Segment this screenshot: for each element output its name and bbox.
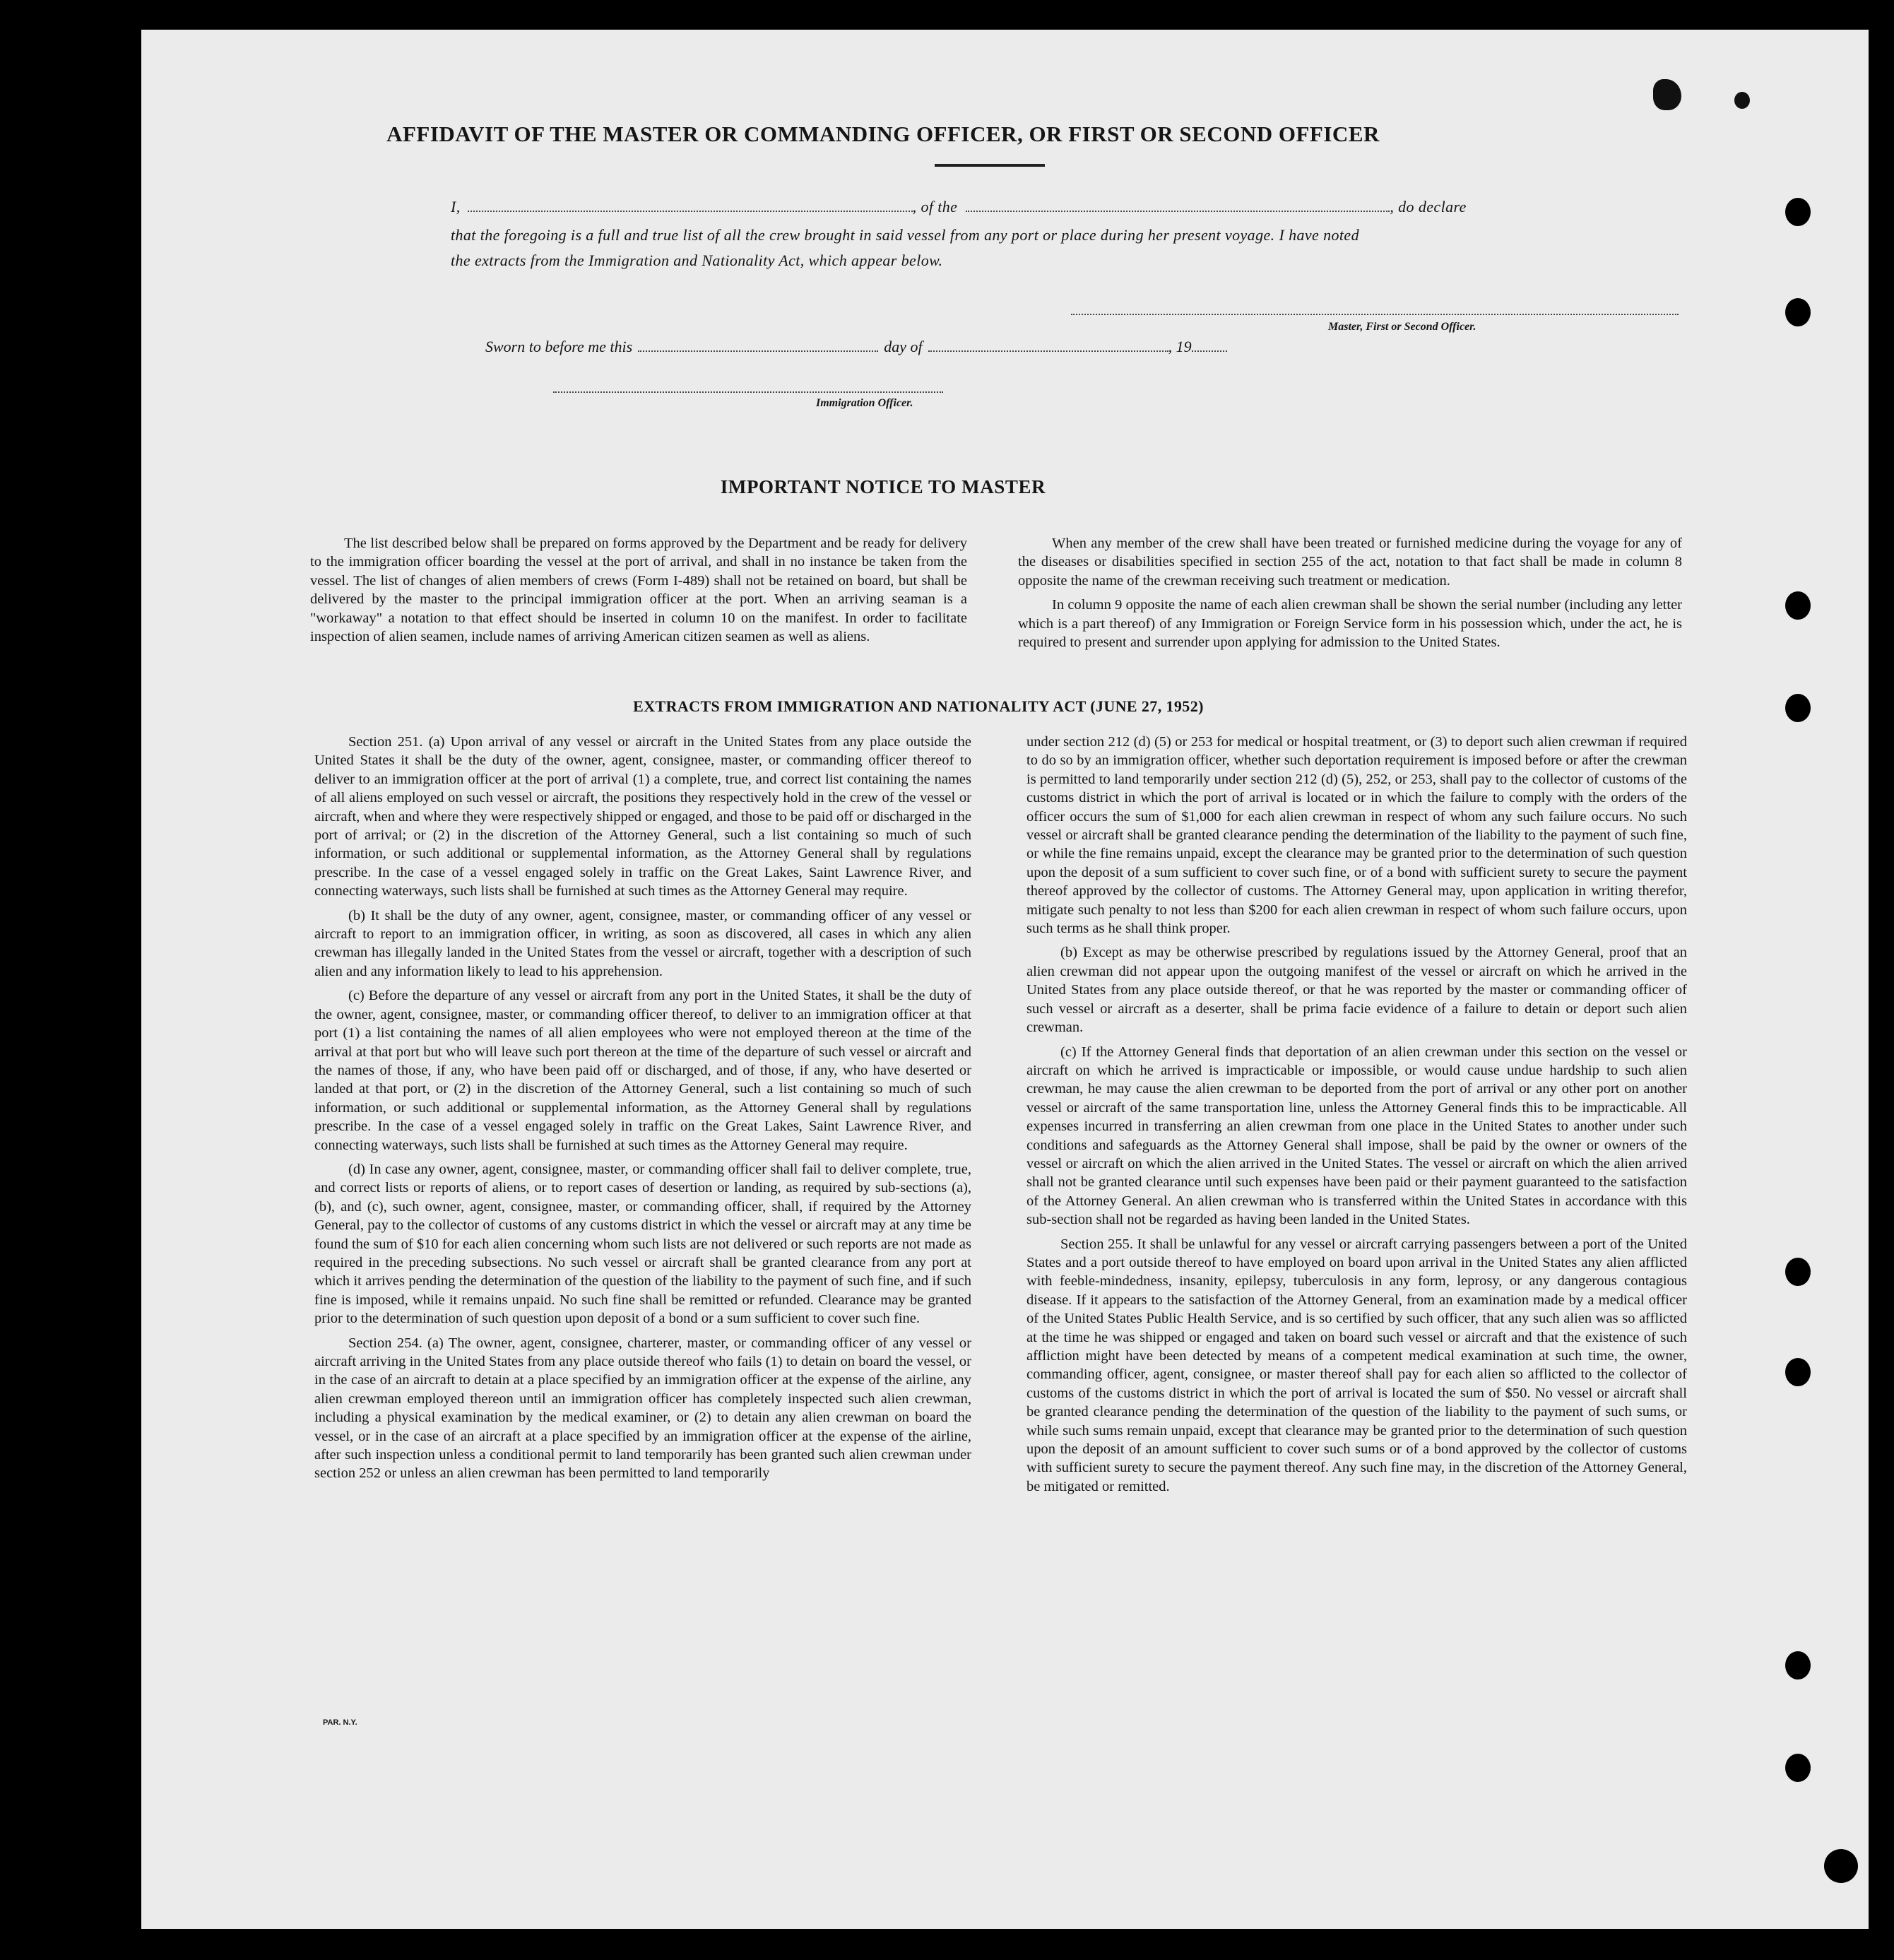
notice-paragraph: When any member of the crew shall have been treated or furnished medicine during the voyage for any of the diseases or disabilities specified in section 255 of the act, notation to that fact shall be made in column 8 opposite the name of the crewman receiving such treatment or medication. [1018, 536, 1682, 589]
section-254-a-continued: under section 212 (d) (5) or 253 for medical or hospital treatment, or (3) to deport such alien crewman if required to do so by an immigration officer, whether such deportation requirement is imposed before or after the crewman is permitted to land temporarily under section 212 (d) (5), 252, or 253, shall pay to the collector of customs of the customs district in which the port of arrival is located or in which the failure to comply with the orders of the officer occurs the sum of $1,000 for each alien crewman in respect of whom any such failure occurs. No such vessel or aircraft shall be granted clearance pending the determination of the liability to the payment of such fine, or while the fine remains unpaid, except the clearance may be granted prior to the determination of such question upon the deposit of a sum sufficient to cover such fine, or of a bond with sufficient surety to secure the payment thereof approved by the collector of customs. The Attorney General may, upon application in writing therefor, mitigate such penalty to not less than $200 for each alien crewman in respect of whom such failure occurs, upon such terms as he shall think proper. [1026, 734, 1687, 937]
section-251-c: (c) Before the departure of any vessel or aircraft from any port in the United States, it shall be the duty of the owner, agent, consignee, master, or commanding officer thereof, to deliver to an immigration officer at that port (1) a list containing the names of all alien employees who were not employed thereon at the time of the arrival at that port but who will leave such port thereon at the time of the departure of such vessel or aircraft and the names of those, if any, who have been paid off or discharged, and of those, if any, who have deserted or landed at that port, or (2) in the discretion of the Attorney General, such a list containing so much of such information, or such additional or supplemental information, as the Attorney General shall by regulations prescribe. In the case of a vessel engaged solely in traffic on the Great Lakes, Saint Lawrence River, and connecting waterways, such lists shall be furnished at such times as the Attorney General may require. [314, 988, 971, 1153]
declaration-line-1 [451, 198, 1680, 216]
sworn-line [485, 338, 1333, 356]
master-signature-caption: Master, First or Second Officer. [1328, 321, 1476, 333]
binder-hole [1785, 1358, 1811, 1386]
binder-hole [1785, 1754, 1811, 1782]
section-251-b: (b) It shall be the duty of any owner, agent, consignee, master, or commanding officer of any vessel or aircraft to report to an immigration officer, in writing, as soon as discovered, all cases in which any alien crewman has illegally landed in the United States from the vessel or aircraft, together with a description of such alien and any information likely to lead to his apprehension. [314, 907, 971, 979]
notice-title: IMPORTANT NOTICE TO MASTER [720, 476, 1046, 497]
extracts-title: EXTRACTS FROM IMMIGRATION AND NATIONALITY ACT (JUNE 27, 1952) [633, 697, 1204, 715]
binder-hole [1824, 1849, 1858, 1883]
name-blank[interactable] [468, 201, 913, 212]
ink-blot [1734, 92, 1750, 109]
binder-hole [1785, 694, 1811, 722]
day-of-label: day of [884, 338, 923, 355]
binder-hole [1785, 1651, 1811, 1679]
notice-right-column [1018, 534, 1682, 657]
sworn-year-blank[interactable] [1192, 341, 1227, 352]
notice-paragraph: In column 9 opposite the name of each alien crewman shall be shown the serial number (including any letter which is a part thereof) of any Immigration or Foreign Service form in his possession which, under the act, he is required to present and surrender upon applying for admission to the United States. [1018, 597, 1682, 651]
decl-i-label: I, [451, 198, 461, 216]
declaration-line-3: the extracts from the Immigration and Nationality Act, which appear below. [451, 252, 943, 269]
declaration-line-2: that the foregoing is a full and true list of all the crew brought in said vessel from any port or place during her present voyage. I have noted [451, 226, 1359, 244]
vessel-blank[interactable] [966, 201, 1390, 212]
sworn-label: Sworn to before me this [485, 338, 633, 355]
extracts-right-column [1026, 733, 1687, 1501]
year-prefix: , 19 [1168, 338, 1192, 355]
binder-hole [1785, 1258, 1811, 1286]
officer-signature-line[interactable] [553, 390, 943, 393]
master-signature-line[interactable] [1071, 312, 1679, 315]
officer-signature-caption: Immigration Officer. [816, 397, 913, 409]
sworn-month-blank[interactable] [928, 341, 1168, 352]
extracts-left-column [314, 733, 971, 1489]
binder-hole [1785, 298, 1811, 326]
decl-do-declare-label: , do declare [1390, 198, 1467, 216]
binder-hole [1785, 591, 1811, 620]
section-254-a: Section 254. (a) The owner, agent, consignee, charterer, master, or commanding officer of any vessel or aircraft arriving in the United States from any place outside thereof who fails (1) to detain on board the vessel, or in the case of an aircraft to detain at a place specified by an immigration officer at the expense of the airline, any alien crewman employed thereon until an immigration officer has completely inspected such alien crewman, including a physical examination by the medical examiner, or (2) to detain any alien crewman on board the vessel, or in the case of an aircraft at a place specified by an immigration officer at the expense of the airline, after such inspection unless a conditional permit to land temporarily has been granted such alien crewman under section 252 or unless an alien crewman has been permitted to land temporarily [314, 1335, 971, 1482]
affidavit-title: AFFIDAVIT OF THE MASTER OR COMMANDING OFFICER, OR FIRST OR SECOND OFFICER [386, 122, 1380, 146]
section-251-d: (d) In case any owner, agent, consignee, master, or commanding officer shall fail to deliver complete, true, and correct lists or reports of aliens, or to report cases of desertion or landing, as required by sub-sections (a), (b), and (c), such owner, agent, consignee, master, or commanding officer, shall, if required by the Attorney General, pay to the collector of customs of any customs district in which the vessel or aircraft may at any time be found the sum of $10 for each alien concerning whom such lists are not delivered or such reports are not made as required in the preceding subsections. No such vessel or aircraft shall be granted clearance from any port at which it arrives pending the determination of the question of the liability to the payment of such fine, and if such fine is imposed, while it remains unpaid. No such fine shall be remitted or refunded. Clearance may be granted prior to the determination of such question upon deposit of a bond or a sum sufficient to cover such fine. [314, 1161, 971, 1327]
printer-code: PAR. N.Y. [323, 1718, 357, 1727]
section-251-a: Section 251. (a) Upon arrival of any vessel or aircraft in the United States from any place outside the United States it shall be the duty of the owner, agent, consignee, master, or commanding officer thereof to deliver to an immigration officer at the port of arrival (1) a complete, true, and correct list containing the names of all aliens employed on such vessel or aircraft, the positions they respectively hold in the crew of the vessel or aircraft, when and where they were respectively shipped or engaged, and those to be paid off or discharged in the port of arrival; or (2) in the discretion of the Attorney General, such a list containing so much of such information, or such additional or supplemental information, as the Attorney General shall by regulations prescribe. In the case of a vessel engaged solely in traffic on the Great Lakes, Saint Lawrence River, and connecting waterways, such lists shall be furnished at such times as the Attorney General may require. [314, 734, 971, 899]
ink-blot [1653, 79, 1681, 110]
binder-hole [1785, 198, 1811, 226]
section-254-b: (b) Except as may be otherwise prescribed by regulations issued by the Attorney General, proof that an alien crewman did not appear upon the outgoing manifest of the vessel or aircraft on which he arrived in the United States from any place outside thereof, or that he was reported by the master or commanding officer of such vessel or aircraft as a deserter, shall be prima facie evidence of a failure to detain or deport such alien crewman. [1026, 945, 1687, 1036]
form-page [141, 30, 1869, 1929]
sworn-day-blank[interactable] [638, 341, 878, 352]
decl-of-the-label: , of the [912, 198, 958, 216]
title-underline [935, 164, 1045, 167]
section-254-c: (c) If the Attorney General finds that deportation of an alien crewman under this section on the vessel or aircraft on which he arrived is impracticable or impossible, or would cause undue hardship to such alien crewman, he may cause the alien crewman to be deported from the port of arrival or any other port on another vessel or aircraft of the same transportation line, unless the Attorney General finds this to be impracticable. All expenses incurred in transferring an alien crewman from one place in the United States to another under such conditions and safeguards as the Attorney General shall impose, shall be paid by the owner or owners of the vessel or aircraft on which the alien arrived in the United States. The vessel or aircraft on which the alien arrived shall not be granted clearance until such expenses have been paid or their payment guaranteed to the satisfaction of the Attorney General. An alien crewman who is transferred within the United States in accordance with this sub-section shall not be regarded as having been landed in the United States. [1026, 1044, 1687, 1228]
section-255: Section 255. It shall be unlawful for any vessel or aircraft carrying passengers between a port of the United States and a port outside thereof to have employed on board upon arrival in the United States any alien afflicted with feeble-mindedness, insanity, epilepsy, tuberculosis in any form, leprosy, or any dangerous contagious disease. If it appears to the satisfaction of the Attorney General, from an examination made by a medical officer of the United States Public Health Service, and is so certified by such officer, that any such alien was so afflicted at the time he was shipped or engaged and taken on board such vessel or aircraft and that the existence of such affliction might have been detected by means of a competent medical examination at such time, the owner, commanding officer, agent, consignee, or master thereof shall pay for each alien so afflicted to the collector of customs of the customs district in which the port of arrival is located the sum of $50. No vessel or aircraft shall be granted clearance pending the determination of the question of the liability to the payment of such sums, or while such sums remain unpaid, except that clearance may be granted prior to the determination of such question upon the deposit of an amount sufficient to cover such sums or of a bond approved by the collector of customs with sufficient surety to secure the payment thereof. Any such fine may, in the discretion of the Attorney General, be mitigated or remitted. [1026, 1236, 1687, 1494]
notice-left-column [310, 534, 967, 651]
notice-paragraph: The list described below shall be prepared on forms approved by the Department and be ready for delivery to the immigration officer boarding the vessel at the port of arrival, and shall in no instance be taken from the vessel. The list of changes of alien members of crews (Form I-489) shall not be retained on board, but shall be delivered by the master to the principal immigration officer at the port. When an arriving seaman is a "workaway" a notation to that effect should be inserted in column 10 on the manifest. In order to facilitate inspection of alien seamen, include names of arriving American citizen seamen as well as aliens. [310, 536, 967, 645]
